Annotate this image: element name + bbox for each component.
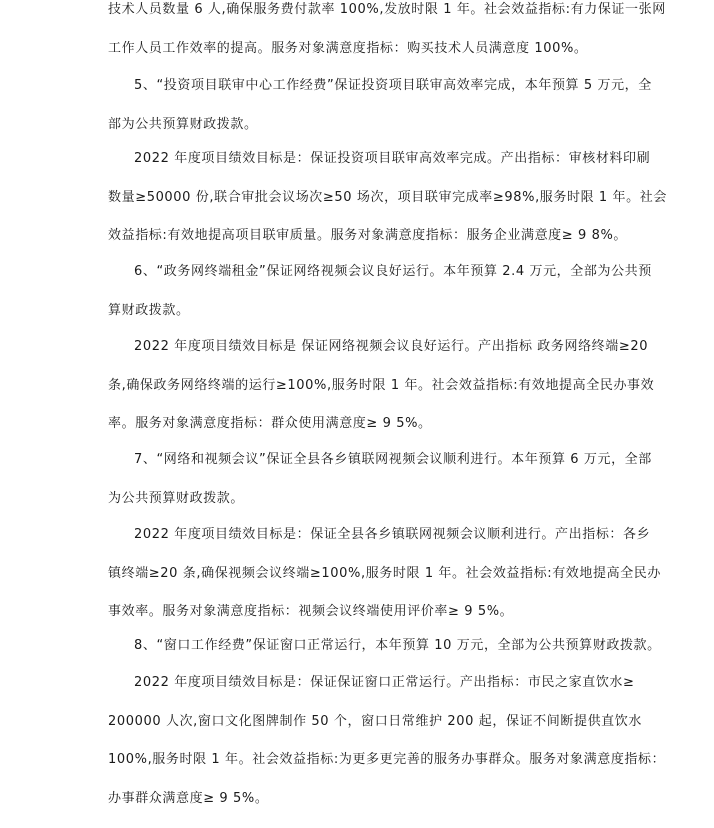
text-line: 2022 年度项目绩效目标是：保证投资项目联审高效率完成。产出指标：审核材料印刷 bbox=[134, 151, 651, 166]
text-line: 镇终端≥20 条,确保视频会议终端≥100%,服务时限 1 年。社会效益指标:有效地提高全民办 bbox=[108, 565, 662, 581]
text-line: 100%,服务时限 1 年。社会效益指标:为更多更完善的服务办事群众。服务对象满意度指标： bbox=[108, 752, 666, 767]
text-line: 技术人员数量 6 人,确保服务费付款率 100%,发放时限 1 年。社会效益指标:有力保证一张网 bbox=[108, 2, 666, 17]
paragraph-6 bbox=[108, 451, 652, 528]
text-line: 条,确保政务网络终端的运行≥100%,服务时限 1 年。社会效益指标:有效地提高全民办事效 bbox=[108, 377, 655, 393]
text-line: 部为公共预算财政拨款。 bbox=[108, 116, 258, 132]
text-line: 8、“窗口工作经费”保证窗口正常运行，本年预算 10 万元，全部为公共预算财政拨款。 bbox=[134, 638, 661, 653]
text-line: 6、“政务网终端租金”保证网络视频会议良好运行。本年预算 2.4 万元，全部为公共预 bbox=[134, 264, 652, 279]
paragraph-8 bbox=[108, 637, 661, 676]
text-line: 5、“投资项目联审中心工作经费”保证投资项目联审高效率完成，本年预算 5 万元，全 bbox=[134, 78, 652, 93]
text-line: 7、“网络和视频会议”保证全县各乡镇联网视频会议顺利进行。本年预算 6 万元，全部 bbox=[134, 452, 652, 467]
text-line: 工作人员工作效率的提高。服务对象满意度指标：购买技术人员满意度 100%。 bbox=[108, 40, 588, 56]
paragraph-1 bbox=[108, 1, 666, 78]
text-line: 率。服务对象满意度指标：群众使用满意度≥ 9 5%。 bbox=[108, 416, 432, 431]
paragraph-3 bbox=[108, 150, 667, 266]
text-line: 2022 年度项目绩效目标是：保证保证窗口正常运行。产出指标：市民之家直饮水≥ bbox=[134, 675, 635, 690]
text-line: 算财政拨款。 bbox=[108, 302, 190, 318]
text-line: 事效率。服务对象满意度指标：视频会议终端使用评价率≥ 9 5%。 bbox=[108, 604, 514, 619]
paragraph-7 bbox=[108, 526, 661, 642]
text-line: 2022 年度项目绩效目标是：保证全县各乡镇联网视频会议顺利进行。产出指标：各乡 bbox=[134, 527, 651, 542]
text-line: 为公共预算财政拨款。 bbox=[108, 490, 245, 506]
paragraph-9 bbox=[108, 674, 665, 828]
text-line: 200000 人次,窗口文化图牌制作 50 个，窗口日常维护 200 起，保证不间断提供直饮水 bbox=[108, 713, 642, 729]
paragraph-4 bbox=[108, 263, 652, 340]
paragraph-5 bbox=[108, 338, 654, 454]
paragraph-2 bbox=[108, 77, 652, 154]
text-line: 效益指标:有效地提高项目联审质量。服务对象满意度指标：服务企业满意度≥ 9 8%。 bbox=[108, 228, 628, 243]
text-line: 办事群众满意度≥ 9 5%。 bbox=[108, 790, 269, 806]
text-line: 2022 年度项目绩效目标是 保证网络视频会议良好运行。产出指标 政务网络终端≥20 bbox=[134, 339, 649, 354]
text-line: 数量≥50000 份,联合审批会议场次≥50 场次，项目联审完成率≥98%,服务时限 1 年。社会 bbox=[108, 189, 667, 205]
